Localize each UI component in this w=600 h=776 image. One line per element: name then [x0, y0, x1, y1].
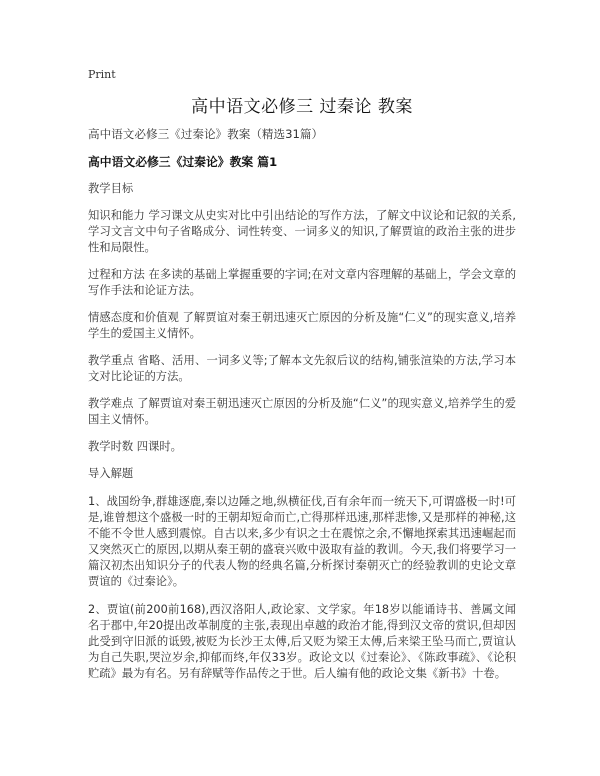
page-title: 高中语文必修三 过秦论 教案: [191, 97, 413, 117]
paragraph-key-points: 教学重点 省略、活用、一词多义等;了解本文先叙后议的结构,铺张渲染的方法,学习本文对比论证的方法。: [88, 354, 516, 383]
paragraph-difficult-points: 教学难点 了解贾谊对秦王朝迅速灭亡原因的分析及施“仁义”的现实意义,培养学生的爱国主义情怀。: [88, 397, 516, 426]
paragraph-introduction-heading: 导入解题: [88, 467, 134, 480]
paragraph-class-hours: 教学时数 四课时。: [88, 440, 182, 453]
section-heading: 高中语文必修三《过秦论》教案 篇1: [88, 155, 278, 169]
paragraph-emotion-values: 情感态度和价值观 了解贾谊对秦王朝迅速灭亡原因的分析及施“仁义”的现实意义,培养学生的爱国主义情怀。: [88, 311, 516, 340]
page-subtitle: 高中语文必修三《过秦论》教案（精选31篇）: [88, 127, 324, 141]
print-link[interactable]: Print: [88, 68, 116, 81]
paragraph-intro-1: 1、战国纷争,群雄逐鹿,秦以边陲之地,纵横征伐,百有余年而一统天下,可谓盛极一时!可是,谁曾想这个盛极一时的王朝却短命而亡,亡得那样迅速,那样悲惨,又是那样的神秘,这不能不令世人感到震惊。自古以来,多少有识之士在震惊之余,不懈地探索其迅速崛起而又突然灭亡的原因,以期从秦王朝的盛衰兴败中汲取有益的教训。今天,我们将要学习一篇汉初杰出知识分子的代表人物的经典名篇,分析探讨秦朝灭亡的经验教训的史论文章贾谊的《过秦论》。: [88, 495, 516, 588]
paragraph-process-method: 过程和方法 在多读的基础上掌握重要的字词;在对文章内容理解的基础上，学会文章的写作手法和论证方法。: [88, 268, 516, 297]
document-page: [88, 68, 516, 682]
paragraph-teaching-objectives: 教学目标: [88, 182, 134, 195]
paragraph-knowledge-ability: 知识和能力 学习课文从史实对比中引出结论的写作方法，了解文中议论和记叙的关系,学习文言文中句子省略成分、词性转变、一词多义的知识,了解贾谊的政治主张的进步性和局限性。: [88, 209, 516, 254]
paragraph-intro-2: 2、贾谊(前200前168),西汉洛阳人,政论家、文学家。年18岁以能诵诗书、善属文闻名于郡中,年20提出改革制度的主张,表现出卓越的政治才能,得到汉文帝的赏识,但却因此受到守旧派的诋毁,被贬为长沙王太傅,后又贬为梁王太傅,后来梁王坠马而亡,贾谊认为自己失职,哭泣岁余,抑郁而终,年仅33岁。政论文以《过秦论》、《陈政事疏》、《论积贮疏》最为有名。另有辞赋等作品传之于世。后人编有他的政论文集《新书》十卷。: [88, 603, 516, 680]
